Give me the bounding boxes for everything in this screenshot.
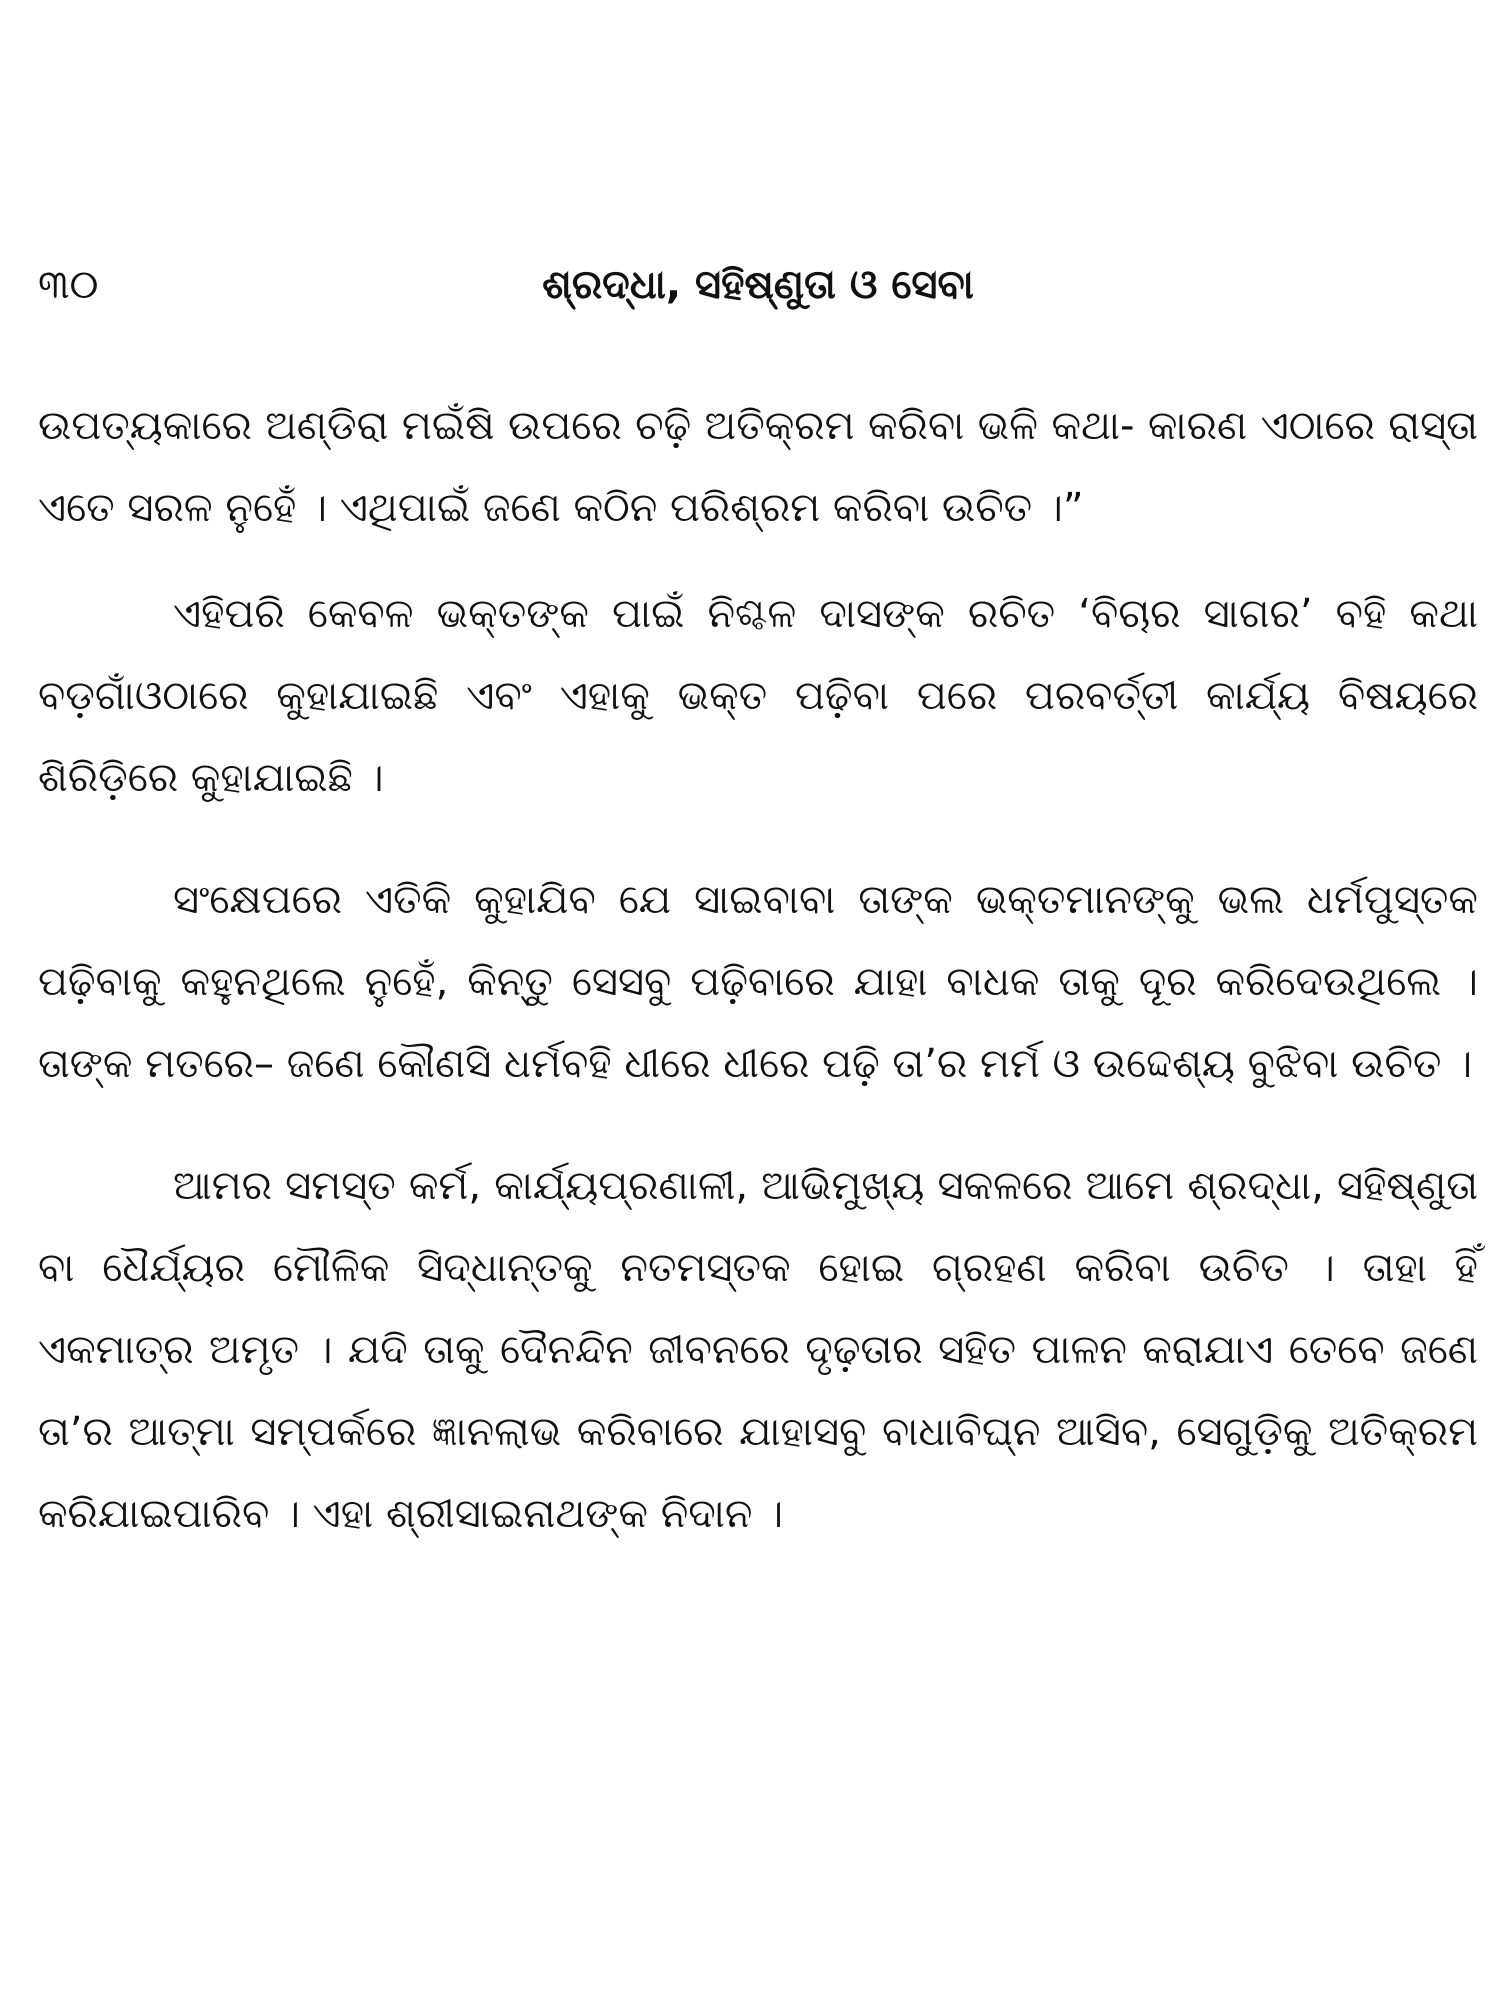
- body-text: [38, 385, 1478, 1555]
- running-head: [38, 255, 1478, 315]
- paragraph-1: ଉପତ୍ୟକାରେ ଅଣ୍ଡିରା ମଇଁଷି ଉପରେ ଚଢ଼ି ଅତିକ୍ରମ କରିବା ଭଳି କଥା- କାରଣ ଏଠାରେ ରାସ୍ତା ଏତେ ସରଳ ନୁହେଁ । ଏଥିପାଇଁ ଜଣେ କଠିନ ପରିଶ୍ରମ କରିବା ଉଚିତ ।”: [38, 403, 1478, 531]
- running-title: ଶ୍ରଦ୍ଧା, ସହିଷ୍ଣୁତା ଓ ସେବା: [542, 262, 974, 308]
- page-number: ୩୦: [38, 262, 99, 308]
- paragraph-4: ଆମର ସମସ୍ତ କର୍ମ, କାର୍ଯ୍ୟପ୍ରଣାଳୀ, ଆଭିମୁଖ୍ୟ ସକଳରେ ଆମେ ଶ୍ରଦ୍ଧା, ସହିଷ୍ଣୁତା ବା ଧୈର୍ଯ୍ୟର ମୌଳିକ ସିଦ୍ଧାନ୍ତକୁ ନତମସ୍ତକ ହୋଇ ଗ୍ରହଣ କରିବା ଉଚିତ । ତାହା ହିଁ ଏକମାତ୍ର ଅମୃତ । ଯଦି ତାକୁ ଦୈନନ୍ଦିନ ଜୀବନରେ ଦୃଢ଼ତାର ସହିତ ପାଳନ କରାଯାଏ ତେବେ ଜଣେ ତା’ର ଆତ୍ମା ସମ୍ପର୍କରେ ଜ୍ଞାନଲାଭ କରିବାରେ ଯାହାସବୁ ବାଧାବିଘ୍ନ ଆସିବ, ସେଗୁଡ଼ିକୁ ଅତିକ୍ରମ କରିଯାଇପାରିବ । ଏହା ଶ୍ରୀସାଇନାଥଙ୍କ ନିଦାନ ।: [38, 1163, 1478, 1537]
- paragraph-2: ଏହିପରି କେବଳ ଭକ୍ତଙ୍କ ପାଇଁ ନିଶ୍ଚଳ ଦାସଙ୍କ ରଚିତ ‘ବିଚାର ସାଗର’ ବହି କଥା ବଡ଼ଗାଁଓଠାରେ କୁହାଯାଇଛି ଏବଂ ଏହାକୁ ଭକ୍ତ ପଢ଼ିବା ପରେ ପରବର୍ତ୍ତୀ କାର୍ଯ୍ୟ ବିଷୟରେ ଶିରିଡ଼ିରେ କୁହାଯାଇଛି ।: [38, 591, 1478, 801]
- book-page: [38, 0, 1478, 2000]
- paragraph-3: ସଂକ୍ଷେପରେ ଏତିକି କୁହାଯିବ ଯେ ସାଇବାବା ତାଙ୍କ ଭକ୍ତମାନଙ୍କୁ ଭଲ ଧର୍ମପୁସ୍ତକ ପଢ଼ିବାକୁ କହୁନଥିଲେ ନୁହେଁ, କିନ୍ତୁ ସେସବୁ ପଢ଼ିବାରେ ଯାହା ବାଧକ ତାକୁ ଦୂର କରିଦେଉଥିଲେ । ତାଙ୍କ ମତରେ– ଜଣେ କୌଣସି ଧର୍ମବହି ଧୀରେ ଧୀରେ ପଢ଼ି ତା’ର ମର୍ମ ଓ ଉଦ୍ଦେଶ୍ୟ ବୁଝିବା ଉଚିତ ।: [38, 877, 1478, 1087]
